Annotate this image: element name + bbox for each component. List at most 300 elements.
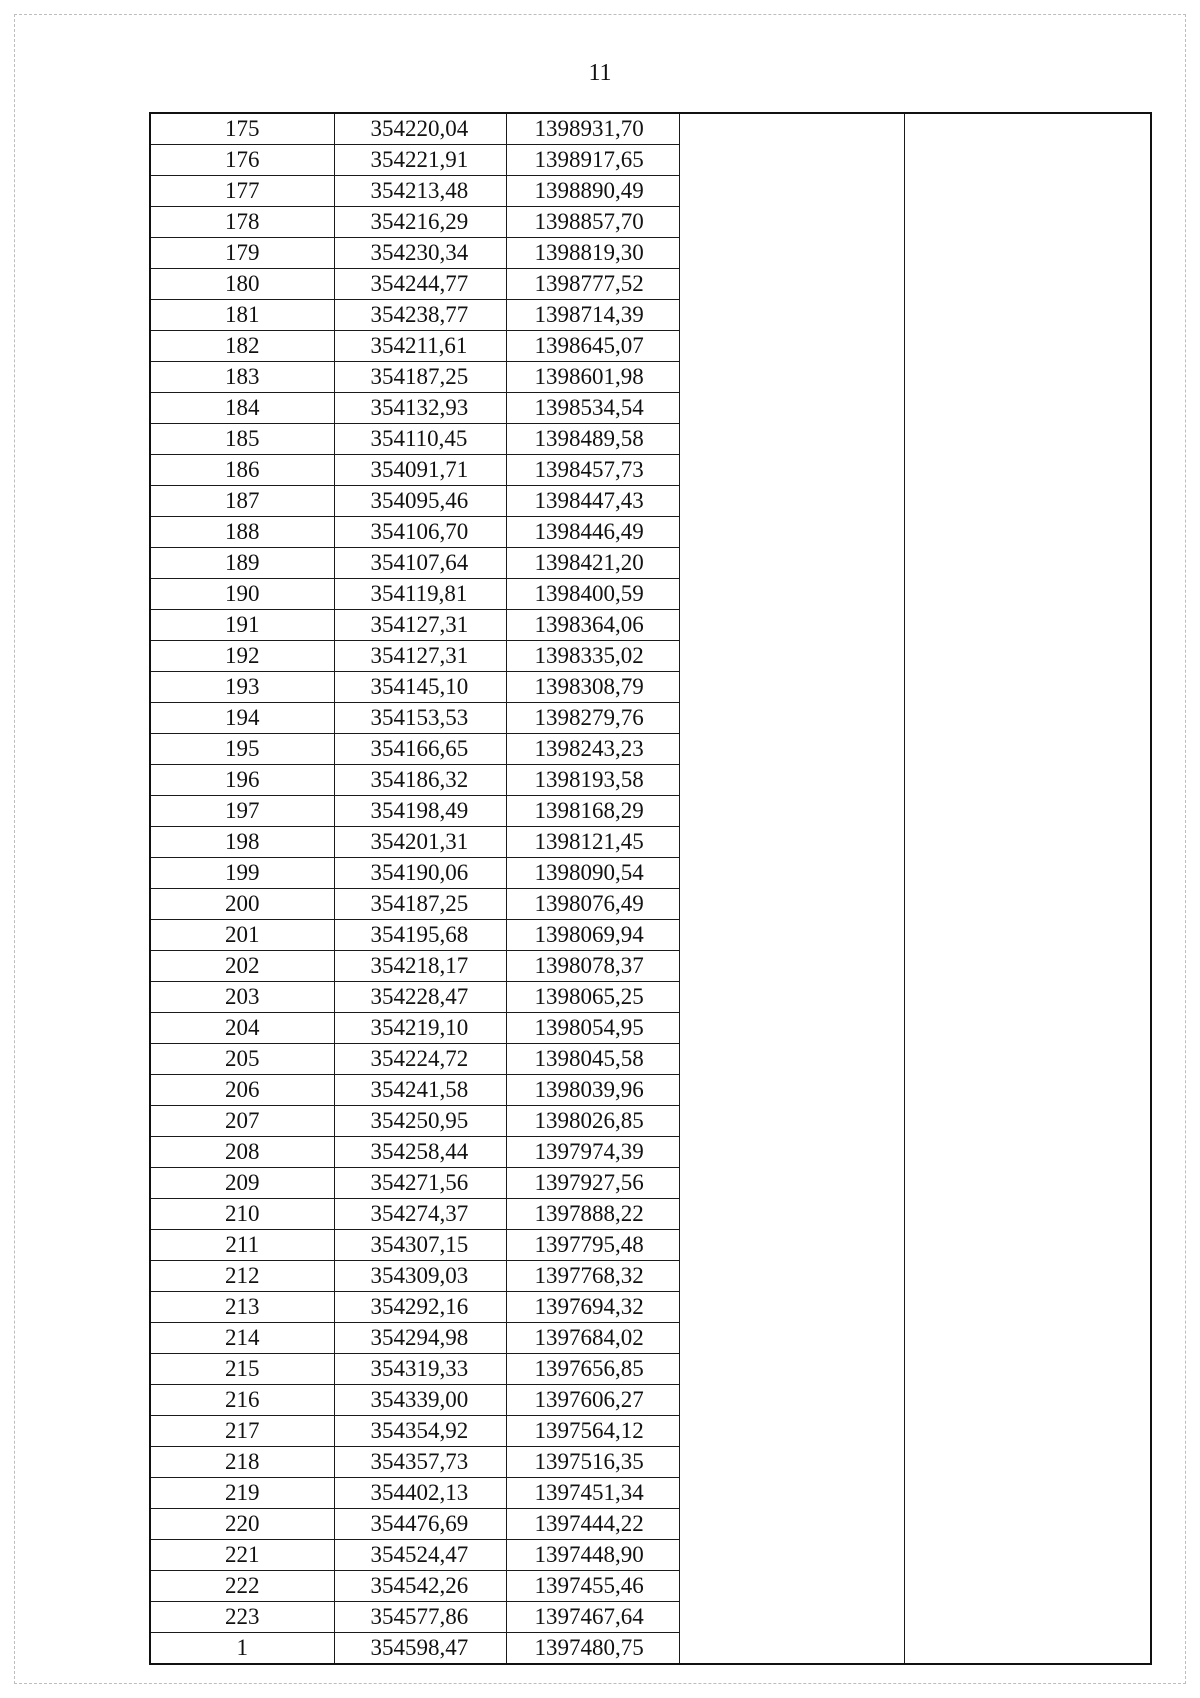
point-number-cell: 192 (150, 641, 334, 672)
point-number-cell: 182 (150, 331, 334, 362)
x-coordinate-cell: 354190,06 (334, 858, 506, 889)
empty-cell (904, 1385, 1151, 1416)
y-coordinate-cell: 1398121,45 (506, 827, 679, 858)
point-number-cell: 212 (150, 1261, 334, 1292)
empty-cell (904, 951, 1151, 982)
empty-cell (679, 1478, 904, 1509)
point-number-cell: 221 (150, 1540, 334, 1571)
x-coordinate-cell: 354476,69 (334, 1509, 506, 1540)
empty-cell (904, 672, 1151, 703)
table-row (150, 1633, 1151, 1665)
empty-cell (679, 238, 904, 269)
table-row (150, 548, 1151, 579)
x-coordinate-cell: 354107,64 (334, 548, 506, 579)
y-coordinate-cell: 1398069,94 (506, 920, 679, 951)
point-number-cell: 177 (150, 176, 334, 207)
empty-cell (904, 1261, 1151, 1292)
x-coordinate-cell: 354244,77 (334, 269, 506, 300)
x-coordinate-cell: 354095,46 (334, 486, 506, 517)
point-number-cell: 185 (150, 424, 334, 455)
point-number-cell: 183 (150, 362, 334, 393)
x-coordinate-cell: 354258,44 (334, 1137, 506, 1168)
y-coordinate-cell: 1397795,48 (506, 1230, 679, 1261)
point-number-cell: 210 (150, 1199, 334, 1230)
empty-cell (904, 889, 1151, 920)
empty-cell (904, 1354, 1151, 1385)
point-number-cell: 176 (150, 145, 334, 176)
empty-cell (904, 1013, 1151, 1044)
empty-cell (679, 207, 904, 238)
empty-cell (904, 424, 1151, 455)
x-coordinate-cell: 354577,86 (334, 1602, 506, 1633)
point-number-cell: 222 (150, 1571, 334, 1602)
empty-cell (679, 145, 904, 176)
table-row (150, 1292, 1151, 1323)
x-coordinate-cell: 354218,17 (334, 951, 506, 982)
empty-cell (679, 1571, 904, 1602)
x-coordinate-cell: 354250,95 (334, 1106, 506, 1137)
empty-cell (679, 610, 904, 641)
point-number-cell: 1 (150, 1633, 334, 1665)
empty-cell (904, 331, 1151, 362)
y-coordinate-cell: 1398076,49 (506, 889, 679, 920)
table-row (150, 517, 1151, 548)
point-number-cell: 223 (150, 1602, 334, 1633)
table-row (150, 579, 1151, 610)
empty-cell (904, 176, 1151, 207)
x-coordinate-cell: 354220,04 (334, 113, 506, 145)
x-coordinate-cell: 354186,32 (334, 765, 506, 796)
empty-cell (904, 548, 1151, 579)
empty-cell (679, 300, 904, 331)
point-number-cell: 179 (150, 238, 334, 269)
point-number-cell: 188 (150, 517, 334, 548)
table-row (150, 1385, 1151, 1416)
point-number-cell: 214 (150, 1323, 334, 1354)
table-row (150, 1137, 1151, 1168)
x-coordinate-cell: 354542,26 (334, 1571, 506, 1602)
table-row (150, 889, 1151, 920)
empty-cell (904, 455, 1151, 486)
y-coordinate-cell: 1398446,49 (506, 517, 679, 548)
point-number-cell: 213 (150, 1292, 334, 1323)
y-coordinate-cell: 1398857,70 (506, 207, 679, 238)
table-row (150, 145, 1151, 176)
empty-cell (679, 703, 904, 734)
table-row (150, 703, 1151, 734)
empty-cell (904, 1633, 1151, 1665)
empty-cell (904, 734, 1151, 765)
y-coordinate-cell: 1398364,06 (506, 610, 679, 641)
y-coordinate-cell: 1398421,20 (506, 548, 679, 579)
table-row (150, 1075, 1151, 1106)
table-row (150, 1044, 1151, 1075)
point-number-cell: 206 (150, 1075, 334, 1106)
x-coordinate-cell: 354309,03 (334, 1261, 506, 1292)
empty-cell (679, 517, 904, 548)
empty-cell (904, 1230, 1151, 1261)
table-row (150, 486, 1151, 517)
y-coordinate-cell: 1398308,79 (506, 672, 679, 703)
point-number-cell: 220 (150, 1509, 334, 1540)
point-number-cell: 201 (150, 920, 334, 951)
x-coordinate-cell: 354110,45 (334, 424, 506, 455)
empty-cell (904, 1602, 1151, 1633)
empty-cell (679, 796, 904, 827)
empty-cell (904, 207, 1151, 238)
empty-cell (904, 1478, 1151, 1509)
point-number-cell: 200 (150, 889, 334, 920)
x-coordinate-cell: 354230,34 (334, 238, 506, 269)
y-coordinate-cell: 1397448,90 (506, 1540, 679, 1571)
table-row (150, 1540, 1151, 1571)
table-row (150, 424, 1151, 455)
y-coordinate-cell: 1397444,22 (506, 1509, 679, 1540)
y-coordinate-cell: 1397451,34 (506, 1478, 679, 1509)
y-coordinate-cell: 1398917,65 (506, 145, 679, 176)
table-row (150, 300, 1151, 331)
x-coordinate-cell: 354238,77 (334, 300, 506, 331)
table-row (150, 1354, 1151, 1385)
empty-cell (904, 579, 1151, 610)
y-coordinate-cell: 1397927,56 (506, 1168, 679, 1199)
table-row (150, 796, 1151, 827)
point-number-cell: 191 (150, 610, 334, 641)
y-coordinate-cell: 1397888,22 (506, 1199, 679, 1230)
x-coordinate-cell: 354598,47 (334, 1633, 506, 1665)
point-number-cell: 208 (150, 1137, 334, 1168)
table-row (150, 393, 1151, 424)
x-coordinate-cell: 354292,16 (334, 1292, 506, 1323)
table-row (150, 238, 1151, 269)
point-number-cell: 186 (150, 455, 334, 486)
y-coordinate-cell: 1397768,32 (506, 1261, 679, 1292)
empty-cell (679, 1323, 904, 1354)
y-coordinate-cell: 1398054,95 (506, 1013, 679, 1044)
x-coordinate-cell: 354127,31 (334, 641, 506, 672)
y-coordinate-cell: 1398601,98 (506, 362, 679, 393)
table-row (150, 331, 1151, 362)
y-coordinate-cell: 1398645,07 (506, 331, 679, 362)
table-row (150, 641, 1151, 672)
y-coordinate-cell: 1398193,58 (506, 765, 679, 796)
y-coordinate-cell: 1397606,27 (506, 1385, 679, 1416)
x-coordinate-cell: 354319,33 (334, 1354, 506, 1385)
x-coordinate-cell: 354166,65 (334, 734, 506, 765)
empty-cell (904, 300, 1151, 331)
y-coordinate-cell: 1398045,58 (506, 1044, 679, 1075)
x-coordinate-cell: 354228,47 (334, 982, 506, 1013)
empty-cell (904, 238, 1151, 269)
y-coordinate-cell: 1398714,39 (506, 300, 679, 331)
table-row (150, 1447, 1151, 1478)
point-number-cell: 190 (150, 579, 334, 610)
y-coordinate-cell: 1398039,96 (506, 1075, 679, 1106)
empty-cell (679, 1168, 904, 1199)
y-coordinate-cell: 1397656,85 (506, 1354, 679, 1385)
point-number-cell: 193 (150, 672, 334, 703)
empty-cell (679, 1137, 904, 1168)
table-row (150, 1013, 1151, 1044)
empty-cell (904, 796, 1151, 827)
empty-cell (904, 858, 1151, 889)
x-coordinate-cell: 354132,93 (334, 393, 506, 424)
point-number-cell: 216 (150, 1385, 334, 1416)
y-coordinate-cell: 1398243,23 (506, 734, 679, 765)
y-coordinate-cell: 1397467,64 (506, 1602, 679, 1633)
y-coordinate-cell: 1398931,70 (506, 113, 679, 145)
x-coordinate-cell: 354241,58 (334, 1075, 506, 1106)
table-row (150, 1478, 1151, 1509)
empty-cell (679, 331, 904, 362)
x-coordinate-cell: 354219,10 (334, 1013, 506, 1044)
empty-cell (679, 548, 904, 579)
empty-cell (904, 145, 1151, 176)
y-coordinate-cell: 1397516,35 (506, 1447, 679, 1478)
y-coordinate-cell: 1398447,43 (506, 486, 679, 517)
point-number-cell: 211 (150, 1230, 334, 1261)
empty-cell (679, 1509, 904, 1540)
empty-cell (679, 1199, 904, 1230)
empty-cell (679, 1044, 904, 1075)
empty-cell (679, 889, 904, 920)
table-row (150, 1509, 1151, 1540)
empty-cell (679, 1075, 904, 1106)
empty-cell (679, 455, 904, 486)
table-row (150, 455, 1151, 486)
table-row (150, 1199, 1151, 1230)
point-number-cell: 196 (150, 765, 334, 796)
point-number-cell: 199 (150, 858, 334, 889)
x-coordinate-cell: 354153,53 (334, 703, 506, 734)
y-coordinate-cell: 1398777,52 (506, 269, 679, 300)
table-row (150, 1323, 1151, 1354)
table-row (150, 827, 1151, 858)
y-coordinate-cell: 1397684,02 (506, 1323, 679, 1354)
y-coordinate-cell: 1398457,73 (506, 455, 679, 486)
empty-cell (679, 1602, 904, 1633)
table-row (150, 858, 1151, 889)
point-number-cell: 181 (150, 300, 334, 331)
empty-cell (679, 579, 904, 610)
empty-cell (679, 1230, 904, 1261)
x-coordinate-cell: 354339,00 (334, 1385, 506, 1416)
empty-cell (904, 1044, 1151, 1075)
x-coordinate-cell: 354274,37 (334, 1199, 506, 1230)
x-coordinate-cell: 354271,56 (334, 1168, 506, 1199)
empty-cell (679, 858, 904, 889)
y-coordinate-cell: 1398335,02 (506, 641, 679, 672)
y-coordinate-cell: 1398078,37 (506, 951, 679, 982)
x-coordinate-cell: 354127,31 (334, 610, 506, 641)
table-row (150, 765, 1151, 796)
table-row (150, 1106, 1151, 1137)
empty-cell (904, 1199, 1151, 1230)
table-row (150, 113, 1151, 145)
empty-cell (679, 176, 904, 207)
x-coordinate-cell: 354524,47 (334, 1540, 506, 1571)
empty-cell (904, 1540, 1151, 1571)
table-row (150, 362, 1151, 393)
empty-cell (679, 486, 904, 517)
point-number-cell: 184 (150, 393, 334, 424)
empty-cell (679, 734, 904, 765)
y-coordinate-cell: 1398819,30 (506, 238, 679, 269)
table-row (150, 269, 1151, 300)
point-number-cell: 189 (150, 548, 334, 579)
x-coordinate-cell: 354187,25 (334, 362, 506, 393)
y-coordinate-cell: 1397480,75 (506, 1633, 679, 1665)
table-row (150, 734, 1151, 765)
point-number-cell: 202 (150, 951, 334, 982)
table-row (150, 982, 1151, 1013)
empty-cell (679, 1013, 904, 1044)
x-coordinate-cell: 354216,29 (334, 207, 506, 238)
y-coordinate-cell: 1398400,59 (506, 579, 679, 610)
empty-cell (904, 1137, 1151, 1168)
point-number-cell: 195 (150, 734, 334, 765)
table-row (150, 1416, 1151, 1447)
empty-cell (904, 1416, 1151, 1447)
x-coordinate-cell: 354211,61 (334, 331, 506, 362)
empty-cell (679, 1106, 904, 1137)
table-row (150, 920, 1151, 951)
empty-cell (904, 765, 1151, 796)
point-number-cell: 207 (150, 1106, 334, 1137)
x-coordinate-cell: 354145,10 (334, 672, 506, 703)
table-row (150, 176, 1151, 207)
y-coordinate-cell: 1397455,46 (506, 1571, 679, 1602)
point-number-cell: 204 (150, 1013, 334, 1044)
y-coordinate-cell: 1398065,25 (506, 982, 679, 1013)
y-coordinate-cell: 1398168,29 (506, 796, 679, 827)
empty-cell (679, 1540, 904, 1571)
empty-cell (904, 362, 1151, 393)
point-number-cell: 198 (150, 827, 334, 858)
empty-cell (679, 827, 904, 858)
empty-cell (679, 424, 904, 455)
empty-cell (904, 610, 1151, 641)
empty-cell (679, 982, 904, 1013)
table-row (150, 1602, 1151, 1633)
table-row (150, 672, 1151, 703)
empty-cell (904, 827, 1151, 858)
point-number-cell: 203 (150, 982, 334, 1013)
empty-cell (679, 113, 904, 145)
x-coordinate-cell: 354221,91 (334, 145, 506, 176)
empty-cell (679, 1354, 904, 1385)
y-coordinate-cell: 1397694,32 (506, 1292, 679, 1323)
empty-cell (679, 765, 904, 796)
empty-cell (679, 920, 904, 951)
x-coordinate-cell: 354187,25 (334, 889, 506, 920)
x-coordinate-cell: 354198,49 (334, 796, 506, 827)
x-coordinate-cell: 354402,13 (334, 1478, 506, 1509)
empty-cell (904, 393, 1151, 424)
empty-cell (679, 1416, 904, 1447)
empty-cell (679, 641, 904, 672)
point-number-cell: 219 (150, 1478, 334, 1509)
x-coordinate-cell: 354201,31 (334, 827, 506, 858)
empty-cell (904, 269, 1151, 300)
y-coordinate-cell: 1398026,85 (506, 1106, 679, 1137)
table-row (150, 1571, 1151, 1602)
table-row (150, 610, 1151, 641)
x-coordinate-cell: 354307,15 (334, 1230, 506, 1261)
table-row (150, 951, 1151, 982)
y-coordinate-cell: 1398489,58 (506, 424, 679, 455)
x-coordinate-cell: 354195,68 (334, 920, 506, 951)
empty-cell (679, 951, 904, 982)
x-coordinate-cell: 354354,92 (334, 1416, 506, 1447)
x-coordinate-cell: 354106,70 (334, 517, 506, 548)
point-number-cell: 175 (150, 113, 334, 145)
point-number-cell: 218 (150, 1447, 334, 1478)
point-number-cell: 217 (150, 1416, 334, 1447)
empty-cell (679, 362, 904, 393)
empty-cell (679, 1261, 904, 1292)
empty-cell (904, 1571, 1151, 1602)
point-number-cell: 209 (150, 1168, 334, 1199)
empty-cell (904, 1509, 1151, 1540)
y-coordinate-cell: 1397974,39 (506, 1137, 679, 1168)
y-coordinate-cell: 1398890,49 (506, 176, 679, 207)
empty-cell (904, 1168, 1151, 1199)
empty-cell (679, 1447, 904, 1478)
x-coordinate-cell: 354357,73 (334, 1447, 506, 1478)
empty-cell (679, 1633, 904, 1665)
empty-cell (904, 1075, 1151, 1106)
table-row (150, 207, 1151, 238)
y-coordinate-cell: 1398534,54 (506, 393, 679, 424)
empty-cell (904, 920, 1151, 951)
empty-cell (904, 113, 1151, 145)
empty-cell (904, 703, 1151, 734)
empty-cell (904, 1447, 1151, 1478)
x-coordinate-cell: 354213,48 (334, 176, 506, 207)
empty-cell (904, 1292, 1151, 1323)
page-number: 11 (588, 60, 612, 86)
empty-cell (904, 1323, 1151, 1354)
point-number-cell: 180 (150, 269, 334, 300)
empty-cell (679, 269, 904, 300)
point-number-cell: 197 (150, 796, 334, 827)
x-coordinate-cell: 354224,72 (334, 1044, 506, 1075)
empty-cell (904, 641, 1151, 672)
empty-cell (904, 1106, 1151, 1137)
table-row (150, 1168, 1151, 1199)
empty-cell (904, 982, 1151, 1013)
empty-cell (679, 672, 904, 703)
x-coordinate-cell: 354091,71 (334, 455, 506, 486)
x-coordinate-cell: 354294,98 (334, 1323, 506, 1354)
y-coordinate-cell: 1397564,12 (506, 1416, 679, 1447)
point-number-cell: 215 (150, 1354, 334, 1385)
coordinates-table-body (150, 113, 1151, 1664)
point-number-cell: 205 (150, 1044, 334, 1075)
point-number-cell: 194 (150, 703, 334, 734)
point-number-cell: 178 (150, 207, 334, 238)
empty-cell (904, 486, 1151, 517)
y-coordinate-cell: 1398090,54 (506, 858, 679, 889)
coordinates-table (149, 112, 1152, 1665)
empty-cell (679, 1385, 904, 1416)
empty-cell (679, 1292, 904, 1323)
point-number-cell: 187 (150, 486, 334, 517)
empty-cell (679, 393, 904, 424)
table-row (150, 1230, 1151, 1261)
x-coordinate-cell: 354119,81 (334, 579, 506, 610)
